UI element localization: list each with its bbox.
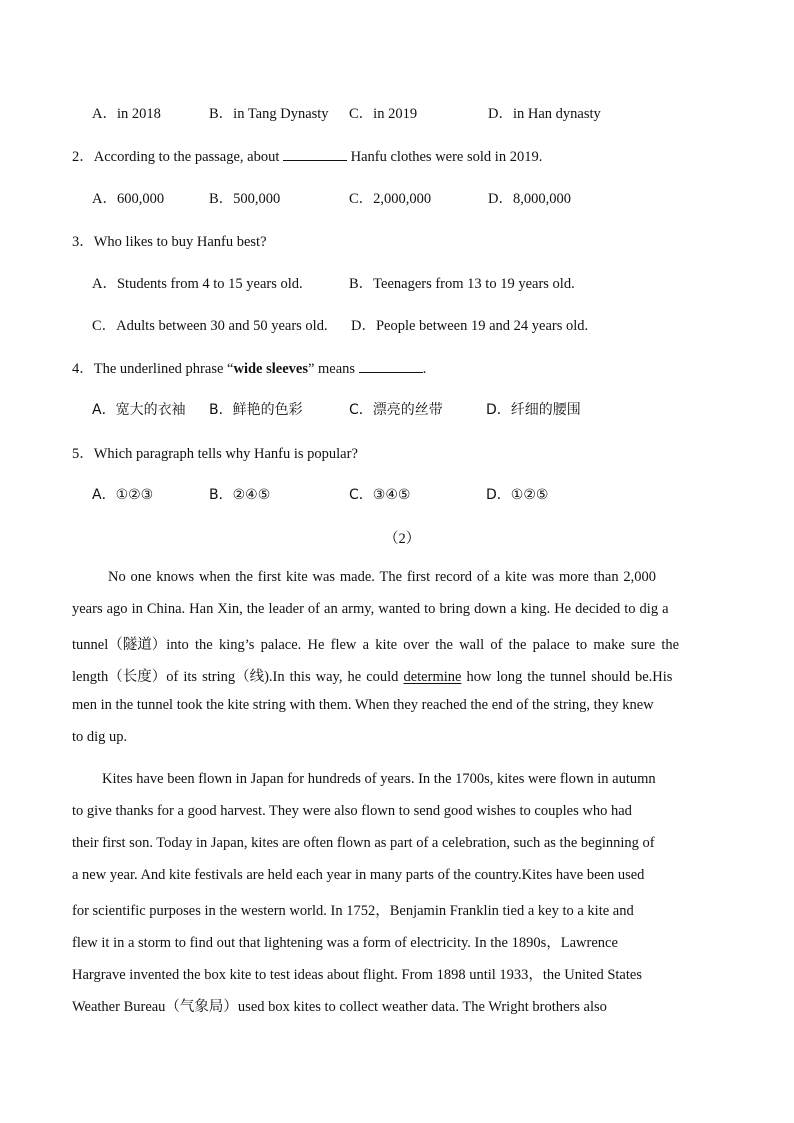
q4-option-a[interactable]: A．宽大的衣袖 <box>92 402 186 418</box>
q1-option-a[interactable]: A．in 2018 <box>92 106 161 122</box>
p2-line-2: to give thanks for a good harvest. They were also flown to send good wishes to couples who had <box>72 803 632 819</box>
q3-option-a[interactable]: A．Students from 4 to 15 years old. <box>92 276 303 292</box>
q4-stem <box>72 357 426 378</box>
q3-option-c[interactable]: C．Adults between 30 and 50 years old. <box>92 318 328 334</box>
p2-line-1: Kites have been flown in Japan for hundreds of years. In the 1700s, kites were flown in autumn <box>102 771 656 787</box>
p1-line-3: tunnel（隧道）into the king’s palace. He flew a kite over the wall of the palace to make sure the <box>72 637 680 653</box>
q2-option-c[interactable]: C．2,000,000 <box>349 191 432 207</box>
q3-option-b[interactable]: B．Teenagers from 13 to 19 years old. <box>349 276 575 292</box>
p2-line-5: for scientific purposes in the western world. In 1752，Benjamin Franklin tied a key to a kite and <box>72 903 634 919</box>
p2-line-7: Hargrave invented the box kite to test ideas about flight. From 1898 until 1933，the United States <box>72 967 642 983</box>
q5-option-b[interactable]: B．②④⑤ <box>209 487 271 503</box>
p1-line-6: to dig up. <box>72 729 128 745</box>
q2-option-b[interactable]: B．500,000 <box>209 191 281 207</box>
p1-line-1: No one knows when the first kite was made. The first record of a kite was more than 2,000 <box>108 569 657 585</box>
q2-answer-blank[interactable] <box>283 146 347 161</box>
q2-stem <box>72 145 542 166</box>
q4-stem-after: ” means <box>307 361 356 377</box>
q4-stem-end: . <box>422 361 427 377</box>
q2-stem-before: 2．According to the passage, about <box>72 149 280 165</box>
q4-stem-phrase: wide sleeves <box>233 361 308 377</box>
q2-option-d[interactable]: D．8,000,000 <box>488 191 571 207</box>
p1-line-2: years ago in China. Han Xin, the leader of an army, wanted to bring down a king. He decided to dig a <box>72 601 669 617</box>
p1-line-4-after: how long the tunnel should be.His <box>466 669 673 685</box>
q4-stem-before: 4．The underlined phrase “ <box>72 361 234 377</box>
p2-line-3: their first son. Today in Japan, kites are often flown as part of a celebration, such as the beginning of <box>72 835 655 851</box>
q5-option-c[interactable]: C．③④⑤ <box>349 487 411 503</box>
q4-option-c[interactable]: C．漂亮的丝带 <box>349 402 443 418</box>
underlined-word-determine: determine <box>403 669 462 685</box>
q1-option-c[interactable]: C．in 2019 <box>349 106 418 122</box>
q5-option-a[interactable]: A．①②③ <box>92 487 154 503</box>
q3-stem: 3．Who likes to buy Hanfu best? <box>72 234 267 250</box>
q5-stem: 5．Which paragraph tells why Hanfu is popular? <box>72 446 358 462</box>
q2-stem-after: Hanfu clothes were sold in 2019. <box>350 149 543 165</box>
p2-line-4: a new year. And kite festivals are held each year in many parts of the country.Kites have been used <box>72 867 645 883</box>
q1-option-b[interactable]: B．in Tang Dynasty <box>209 106 329 122</box>
q4-answer-blank[interactable] <box>359 358 423 373</box>
q5-option-d[interactable]: D．①②⑤ <box>486 487 549 503</box>
p2-line-6: flew it in a storm to find out that lightening was a form of electricity. In the 1890s，Lawrence <box>72 935 618 951</box>
p1-line-4 <box>72 665 672 686</box>
q1-option-d[interactable]: D．in Han dynasty <box>488 106 601 122</box>
q4-option-d[interactable]: D．纤细的腰围 <box>486 402 581 418</box>
p1-line-5: men in the tunnel took the kite string with them. When they reached the end of the string, they knew <box>72 697 654 713</box>
p1-line-4-before: length（长度）of its string（线).In this way, he could <box>72 669 399 685</box>
q3-option-d[interactable]: D．People between 19 and 24 years old. <box>351 318 589 334</box>
section-label: （2） <box>384 531 421 547</box>
p2-line-8: Weather Bureau（气象局）used box kites to collect weather data. The Wright brothers also <box>72 999 607 1015</box>
q2-option-a[interactable]: A．600,000 <box>92 191 165 207</box>
q4-option-b[interactable]: B．鲜艳的色彩 <box>209 402 303 418</box>
